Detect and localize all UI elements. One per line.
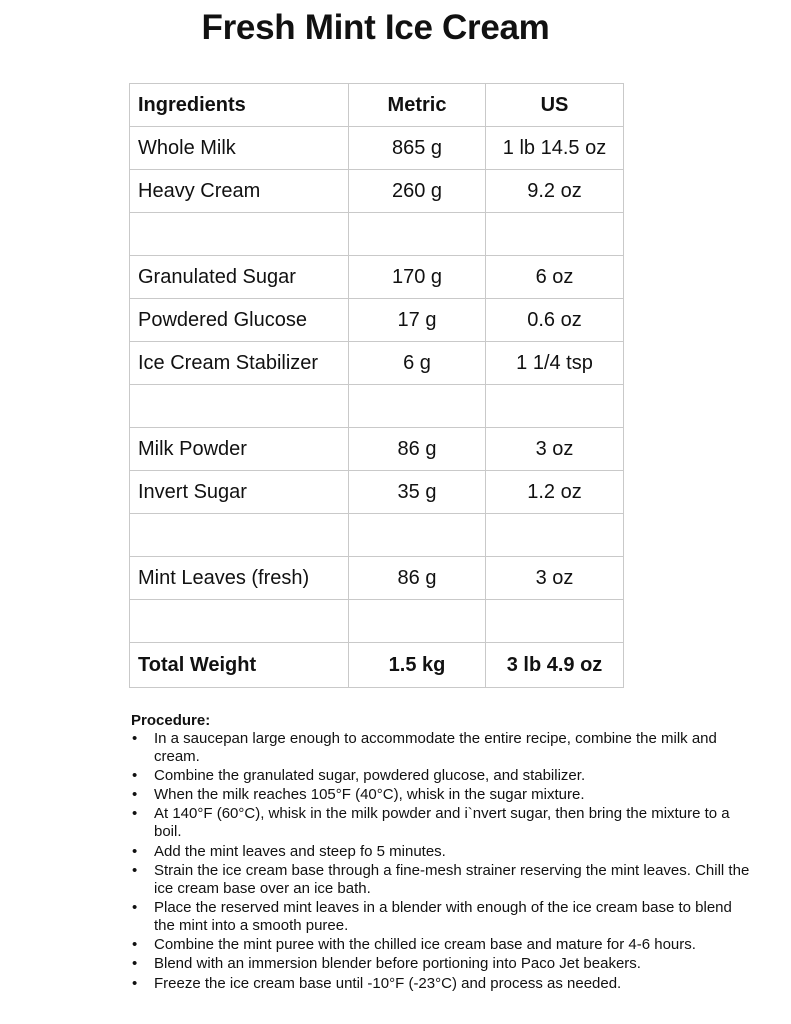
ingredient-name: Milk Powder: [130, 428, 349, 471]
header-metric: Metric: [349, 84, 486, 127]
total-us: 3 lb 4.9 oz: [486, 643, 624, 688]
procedure-step-text: Place the reserved mint leaves in a blender with enough of the ice cream base to blend the mint into a smooth puree.: [154, 898, 732, 934]
procedure-step: [131, 767, 751, 785]
ingredient-name: Whole Milk: [130, 127, 349, 170]
procedure-title: Procedure:: [131, 712, 211, 729]
ingredient-us: 9.2 oz: [486, 170, 624, 213]
procedure-step: [131, 936, 751, 954]
ingredient-us: 1.2 oz: [486, 471, 624, 514]
table-row-empty: [130, 514, 624, 557]
bullet-icon: •: [132, 842, 138, 860]
ingredient-name: Ice Cream Stabilizer: [130, 342, 349, 385]
ingredient-us: 1 1/4 tsp: [486, 342, 624, 385]
ingredient-metric: 260 g: [349, 170, 486, 213]
table-row-empty: [130, 600, 624, 643]
table-row: [130, 428, 624, 471]
ingredient-us: 3 oz: [486, 557, 624, 600]
procedure-step-text: Freeze the ice cream base until -10°F (-23°C) and process as needed.: [154, 974, 622, 992]
ingredient-metric: [349, 514, 486, 557]
table-row: [130, 170, 624, 213]
procedure-step-text: In a saucepan large enough to accommodate the entire recipe, combine the milk and cream.: [154, 729, 717, 765]
total-label: Total Weight: [130, 643, 349, 688]
ingredient-metric: 86 g: [349, 557, 486, 600]
ingredient-us: 0.6 oz: [486, 299, 624, 342]
procedure-step-text: Blend with an immersion blender before portioning into Paco Jet beakers.: [154, 955, 641, 973]
procedure-step: [131, 975, 751, 993]
ingredient-metric: 86 g: [349, 428, 486, 471]
bullet-icon: •: [132, 786, 138, 804]
bullet-icon: •: [132, 936, 138, 954]
ingredient-name: [130, 600, 349, 643]
ingredient-metric: 865 g: [349, 127, 486, 170]
bullet-icon: •: [132, 898, 138, 916]
ingredient-metric: 17 g: [349, 299, 486, 342]
procedure-list: [131, 730, 751, 993]
procedure-step: [131, 899, 751, 935]
table-row: [130, 342, 624, 385]
procedure-step: [131, 805, 751, 841]
ingredient-us: [486, 385, 624, 428]
bullet-icon: •: [132, 955, 138, 973]
total-metric: 1.5 kg: [349, 643, 486, 688]
table-header-row: [130, 84, 624, 127]
ingredient-metric: [349, 213, 486, 256]
table-row: [130, 127, 624, 170]
ingredients-table: [129, 83, 624, 688]
procedure-step-text: Combine the mint puree with the chilled ice cream base and mature for 4-6 hours.: [154, 936, 696, 954]
ingredient-us: 1 lb 14.5 oz: [486, 127, 624, 170]
ingredient-us: [486, 514, 624, 557]
bullet-icon: •: [132, 766, 138, 784]
table-row: [130, 471, 624, 514]
ingredient-us: [486, 213, 624, 256]
total-row: [130, 643, 624, 688]
procedure-section: [131, 712, 751, 994]
ingredient-us: [486, 600, 624, 643]
ingredient-name: [130, 385, 349, 428]
ingredient-name: Granulated Sugar: [130, 256, 349, 299]
procedure-step: [131, 786, 751, 804]
ingredient-name: [130, 514, 349, 557]
ingredient-metric: 35 g: [349, 471, 486, 514]
ingredient-metric: [349, 600, 486, 643]
table-row: [130, 299, 624, 342]
ingredient-us: 6 oz: [486, 256, 624, 299]
procedure-step-text: Add the mint leaves and steep fo 5 minutes.: [154, 842, 446, 860]
procedure-step-text: Strain the ice cream base through a fine-mesh strainer reserving the mint leaves. Chill the ice cream base over an ice bath.: [154, 861, 750, 897]
ingredient-name: Powdered Glucose: [130, 299, 349, 342]
table-row: [130, 557, 624, 600]
procedure-step-text: Combine the granulated sugar, powdered glucose, and stabilizer.: [154, 766, 586, 784]
bullet-icon: •: [132, 974, 138, 992]
procedure-step-text: At 140°F (60°C), whisk in the milk powder and i`nvert sugar, then bring the mixture to a boil.: [154, 805, 730, 841]
ingredient-metric: 6 g: [349, 342, 486, 385]
ingredient-metric: 170 g: [349, 256, 486, 299]
procedure-step-text: When the milk reaches 105°F (40°C), whisk in the sugar mixture.: [154, 786, 585, 804]
table-row-empty: [130, 385, 624, 428]
ingredient-metric: [349, 385, 486, 428]
ingredient-name: [130, 213, 349, 256]
header-ingredients: Ingredients: [130, 84, 349, 127]
table-row: [130, 256, 624, 299]
bullet-icon: •: [132, 805, 138, 823]
header-us: US: [486, 84, 624, 127]
page-title: Fresh Mint Ice Cream: [201, 8, 550, 47]
procedure-step: [131, 730, 751, 766]
bullet-icon: •: [132, 861, 138, 879]
procedure-step: [131, 955, 751, 973]
ingredient-name: Invert Sugar: [130, 471, 349, 514]
ingredient-name: Heavy Cream: [130, 170, 349, 213]
procedure-step: [131, 843, 751, 861]
ingredient-name: Mint Leaves (fresh): [130, 557, 349, 600]
table-row-empty: [130, 213, 624, 256]
ingredient-us: 3 oz: [486, 428, 624, 471]
procedure-step: [131, 862, 751, 898]
bullet-icon: •: [132, 729, 138, 747]
